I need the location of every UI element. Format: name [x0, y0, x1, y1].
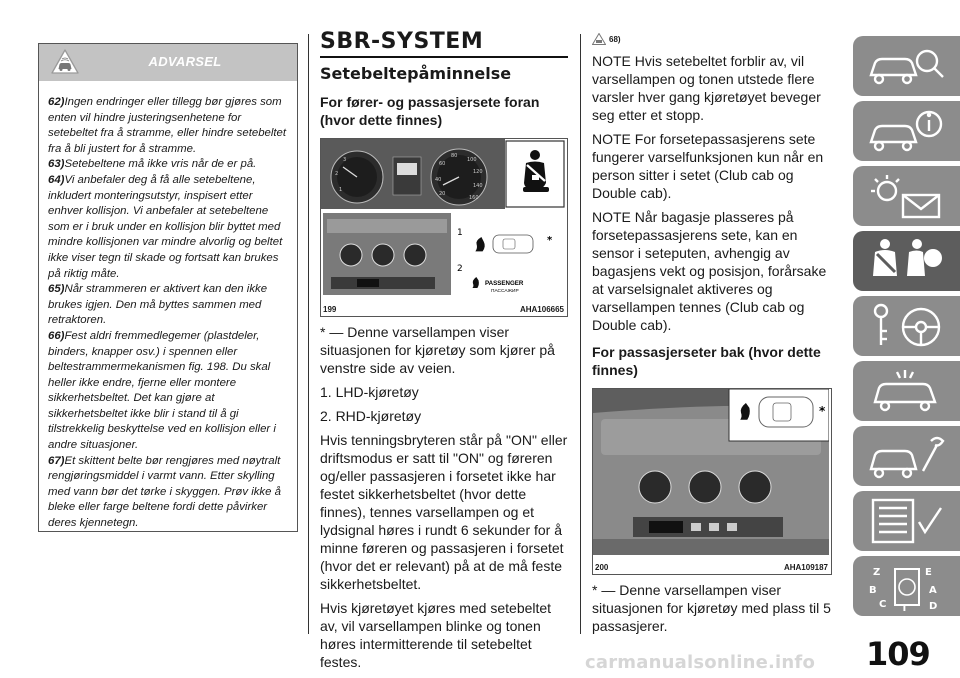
heading-rear-seats: For passasjerseter bak (hvor dette finnes): [592, 344, 821, 378]
warning-item: [48, 95, 289, 157]
paragraph-driving: Hvis kjøretøyet kjøres med setebeltet av, vil varsellampen blinke og tonen høres intermitterende til setebeltet festes.: [320, 600, 552, 670]
section-rule: [320, 56, 568, 58]
svg-text:60: 60: [439, 161, 446, 167]
warning-light-envelope-icon: [865, 171, 949, 221]
warning-item-text: Når strammeren er aktivert kan den ikke brukes igjen. Den må byttes sammen med retraktoren.: [48, 283, 268, 327]
sidebar-tab-driving[interactable]: [853, 296, 960, 356]
watermark: carmanualsonline.info: [585, 652, 816, 673]
note-3: NOTE Når bagasje plasseres på forsetepassasjerens sete, kan en sensor i seteputen, avhengig av bagasjens vekt og posisjon, forårsake at varselsignalet aktiveres og varsellampen tennes (Club cab og Double cab).: [592, 209, 827, 333]
figure-code: AHA106665: [519, 305, 564, 314]
sidebar-tab-technical-data[interactable]: [853, 491, 960, 551]
warning-item: [48, 173, 289, 282]
sidebar-tab-emergency[interactable]: [853, 361, 960, 421]
figure-199-star: *: [547, 235, 553, 246]
sidebar-tab-safety[interactable]: [853, 231, 960, 291]
warning-item: [48, 329, 289, 454]
note-1: NOTE Hvis setebeltet forblir av, vil varsellampen og tonen utstede flere varsler hver gang kjøretøyet beveger seg etter et stopp.: [592, 53, 821, 123]
svg-text:D: D: [929, 601, 938, 611]
warning-item-number: 67): [48, 454, 65, 467]
column-right: [592, 32, 832, 635]
seatbelt-airbag-icon: [865, 236, 949, 286]
footnote-rear: * — Denne varsellampen viser situasjonen for kjøretøy med plass til 5 passasjerer.: [592, 582, 831, 634]
warning-title: ADVARSEL: [148, 54, 222, 69]
figure-199-label-1: 1: [457, 228, 463, 238]
svg-text:3: 3: [343, 157, 347, 163]
car-info-icon: [865, 106, 949, 156]
svg-text:120: 120: [473, 169, 483, 175]
warning-item-text: Et skittent belte bør rengjøres med nøytralt rengjøringsmiddel i varmt vann. Etter skylling med vann bør det tørke i skyggen. Prøv ikke å bleke eller farge beltene fordi dette påvirker deres kjennetegn.: [48, 454, 281, 530]
warning-item-text: Vi anbefaler deg å få alle setebeltene, inkludert monteringsutstyr, inspisert etter enhver kollisjon. Vi anbefaler at setebeltene som er i bruk under en kollisjon blir byttet med mindre kollisjonen var mindre alvorlig og beltet ikke viser tegn til skade og fortsatt kan brukes på riktig måte.: [48, 173, 283, 280]
figure-200-star: *: [819, 404, 826, 418]
warning-item-text: Ingen endringer eller tillegg bør gjøres som enten vil hindre justeringsenhetene for setebeltet fra å stramme, eller hindre setebeltet fra å bli justert for å stramme.: [48, 96, 287, 155]
svg-text:20: 20: [439, 191, 446, 197]
figure-199-caption: [321, 302, 567, 316]
figure-200: [592, 388, 832, 575]
checklist-icon: [865, 496, 949, 546]
figure-199-label-2: 2: [457, 264, 463, 274]
figure-200-illustration: [593, 389, 829, 555]
sidebar-tab-car-overview[interactable]: [853, 36, 960, 96]
warning-item-number: 63): [48, 158, 65, 171]
warning-triangle-icon: [592, 33, 606, 45]
sidebar-tab-maintenance[interactable]: [853, 426, 960, 486]
warning-item-text: Setebeltene må ikke vris når de er på.: [64, 158, 257, 171]
svg-text:160: 160: [469, 195, 479, 201]
footnote-front: * — Denne varsellampen viser situasjonen for kjøretøy som kjører på venstre side av veien.: [320, 324, 555, 376]
sidebar-tab-index[interactable]: [853, 556, 960, 616]
svg-text:100: 100: [467, 157, 477, 163]
figure-number: 200: [595, 563, 609, 572]
svg-text:C: C: [879, 599, 887, 610]
warning-item-number: 65): [48, 283, 65, 296]
svg-text:80: 80: [451, 153, 458, 159]
passenger-label-ru: ПАССАЖИР: [491, 289, 519, 294]
warning-body: [39, 81, 297, 532]
subsection-title: Setebeltepåminnelse: [320, 64, 512, 83]
paragraph-ignition: Hvis tenningsbryteren står på "ON" eller driftsmodus er satt til "ON" og føreren og/eller passasjeren i forsetet ikke har festet sikkerhetsbeltet (hvor dette finnes), tennes varsellampen og et lydsignal høres i rundt 6 sekunder for å minne føreren og passasjeren i forsetet (hvor det er relevant) på at de må feste sikkerhetsbeltet.: [320, 432, 568, 592]
svg-text:T: T: [901, 603, 908, 611]
alphabet-index-icon: [865, 561, 949, 611]
car-magnifier-icon: [865, 41, 949, 91]
car-wrench-icon: [865, 431, 949, 481]
warning-item: [48, 282, 289, 329]
figure-code: AHA109187: [783, 563, 828, 572]
figure-200-caption: [593, 560, 831, 574]
svg-text:Z: Z: [873, 567, 881, 578]
sidebar-tab-car-info[interactable]: [853, 101, 960, 161]
figure-number: 199: [323, 305, 337, 314]
column-divider: [580, 34, 581, 634]
list-item-lhd: 1. LHD-kjøretøy: [320, 384, 419, 400]
svg-text:140: 140: [473, 183, 483, 189]
section-title: SBR-SYSTEM: [320, 29, 484, 54]
heading-front-seats: For fører- og passasjersete foran (hvor dette finnes): [320, 94, 540, 128]
car-emergency-icon: [865, 366, 949, 416]
warning-item: [48, 157, 289, 173]
warning-box: [38, 43, 298, 532]
warning-item-number: 62): [48, 96, 65, 108]
warning-header: [39, 44, 297, 81]
note-2: NOTE For forsetepassasjerens sete fungerer varselfunksjonen kun når en person sitter i setet (Club cab og Double cab).: [592, 131, 824, 201]
warning-item-number: 66): [48, 329, 65, 342]
sidebar-tab-warning-lights[interactable]: [853, 166, 960, 226]
page-number: 109: [866, 635, 930, 673]
note-reference-number: 68): [609, 34, 621, 44]
figure-199-illustration: [321, 139, 567, 297]
svg-text:E: E: [925, 567, 932, 578]
warning-item-number: 64): [48, 173, 65, 186]
passenger-label: PASSENGER: [485, 280, 524, 287]
key-steering-wheel-icon: [865, 301, 949, 351]
warning-item: [48, 454, 289, 532]
svg-text:40: 40: [435, 177, 442, 183]
warning-item-text: Fest aldri fremmedlegemer (plastdeler, binders, knapper osv.) i spennen eller beltestrammermekanismen fig. 198. Du skal heller ikke endre, fjerne eller montere sikkerhetsbeltet. Det kan gjøre at sikkerhetsbeltet ikke blir i stand til å gi tilstrekkelig beskyttelse ved en kollisjon eller i andre situasjoner.: [48, 329, 276, 452]
note-reference: [592, 32, 832, 46]
figure-199: [320, 138, 568, 317]
svg-text:A: A: [929, 585, 937, 596]
column-divider: [308, 34, 309, 634]
svg-text:1: 1: [339, 187, 343, 193]
list-item-rhd: 2. RHD-kjøretøy: [320, 408, 422, 424]
column-middle: [320, 30, 568, 671]
svg-text:B: B: [869, 585, 877, 596]
svg-text:2: 2: [335, 171, 339, 177]
